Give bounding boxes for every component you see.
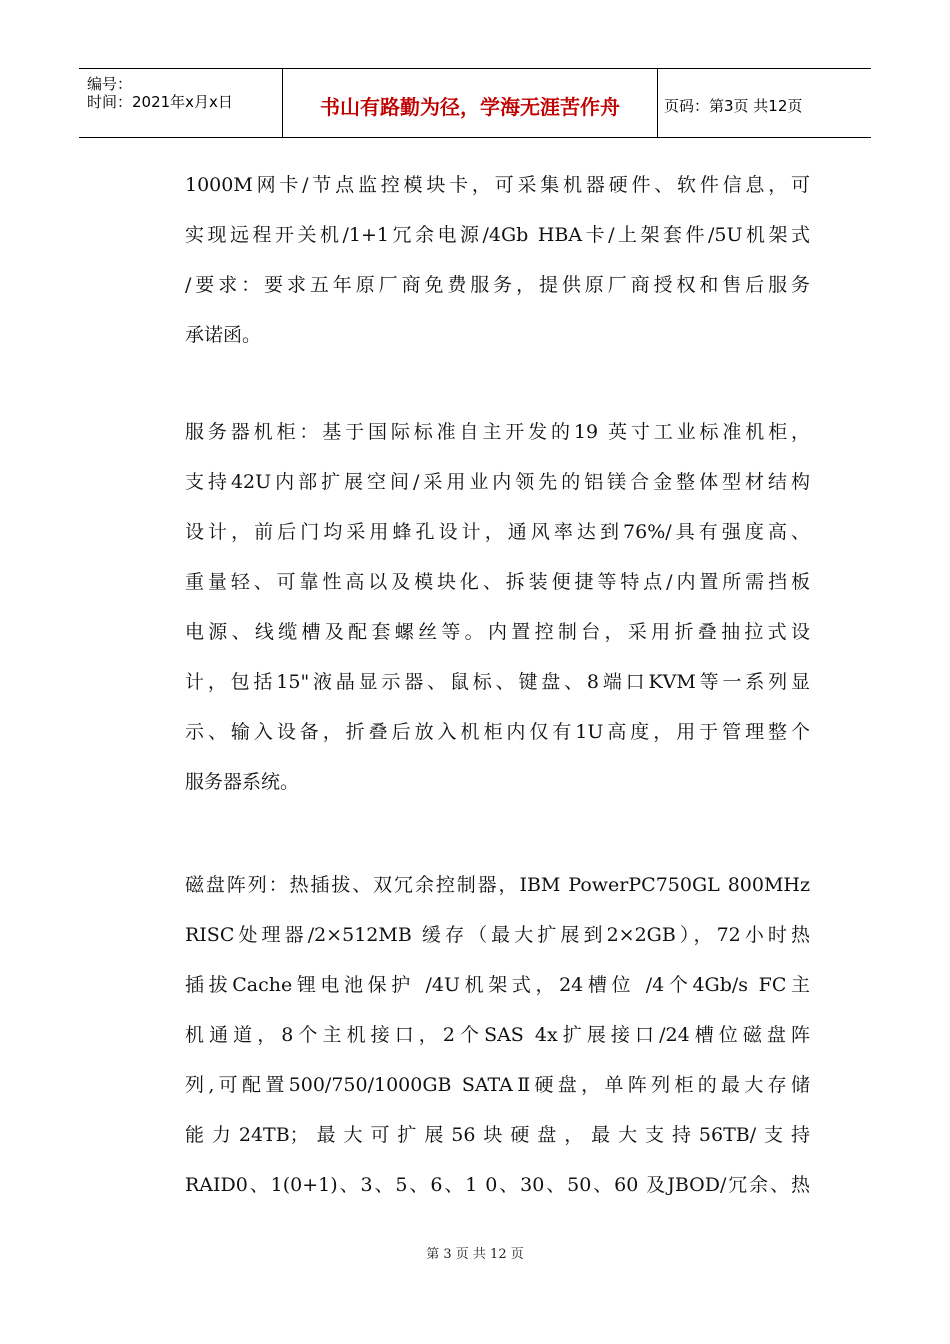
body-line: 磁盘阵列：热插拔、双冗余控制器，IBM PowerPC750GL 800MHz bbox=[185, 874, 810, 896]
body-line: RAID0、1(0+1)、3、5、6、1 0、30、50、60 及JBOD/冗余、热 bbox=[185, 1174, 810, 1196]
body-line: RISC处理器/2×512MB 缓存（最大扩展到2×2GB），72小时热 bbox=[185, 924, 810, 946]
body-line: 机通道，8个主机接口，2个SAS 4x扩展接口/24槽位磁盘阵 bbox=[185, 1024, 810, 1046]
page-footer: 第 3 页 共 12 页 bbox=[426, 1247, 524, 1262]
header-page-info: 页码：第3页 共12页 bbox=[664, 97, 803, 115]
header-motto-cell bbox=[283, 69, 658, 137]
body-line: 计，包括15"液晶显示器、鼠标、键盘、8端口KVM等一系列显 bbox=[185, 671, 810, 693]
document-number-label: 编号： bbox=[87, 75, 133, 93]
body-line: /要求：要求五年原厂商免费服务，提供原厂商授权和售后服务 bbox=[185, 274, 810, 296]
body-line: 支持42U内部扩展空间/采用业内领先的铝镁合金整体型材结构 bbox=[185, 471, 810, 493]
body-line: 能力24TB；最大可扩展56块硬盘，最大支持56TB/支持 bbox=[185, 1124, 810, 1146]
body-line: 1000M网卡/节点监控模块卡，可采集机器硬件、软件信息，可 bbox=[185, 174, 810, 196]
body-line: 实现远程开关机/1+1冗余电源/4Gb HBA卡/上架套件/5U机架式 bbox=[185, 224, 810, 246]
header-page-cell bbox=[658, 69, 871, 137]
body-line: 承诺函。 bbox=[185, 324, 262, 346]
body-line: 服务器系统。 bbox=[185, 771, 300, 793]
body-line: 示、输入设备，折叠后放入机柜内仅有1U高度，用于管理整个 bbox=[185, 721, 810, 743]
header-motto: 书山有路勤为径，学海无涯苦作舟 bbox=[320, 95, 620, 119]
body-line: 电源、线缆槽及配套螺丝等。内置控制台，采用折叠抽拉式设 bbox=[185, 621, 810, 643]
paragraph-server-cabinet bbox=[185, 407, 810, 807]
paragraph-disk-array bbox=[185, 860, 810, 1210]
body-line: 服务器机柜：基于国际标准自主开发的19 英寸工业标准机柜， bbox=[185, 421, 810, 443]
document-date-label: 时间：2021年x月x日 bbox=[87, 93, 233, 111]
document-header bbox=[79, 68, 871, 138]
body-line: 列,可配置500/750/1000GB SATAⅡ硬盘，单阵列柜的最大存储 bbox=[185, 1074, 810, 1096]
body-line: 插拔Cache锂电池保护 /4U机架式，24槽位 /4个4Gb/s FC主 bbox=[185, 974, 810, 996]
paragraph-network-card bbox=[185, 160, 810, 360]
header-meta-cell bbox=[79, 69, 283, 137]
body-line: 重量轻、可靠性高以及模块化、拆装便捷等特点/内置所需挡板 bbox=[185, 571, 810, 593]
body-line: 设计，前后门均采用蜂孔设计，通风率达到76%/具有强度高、 bbox=[185, 521, 810, 543]
